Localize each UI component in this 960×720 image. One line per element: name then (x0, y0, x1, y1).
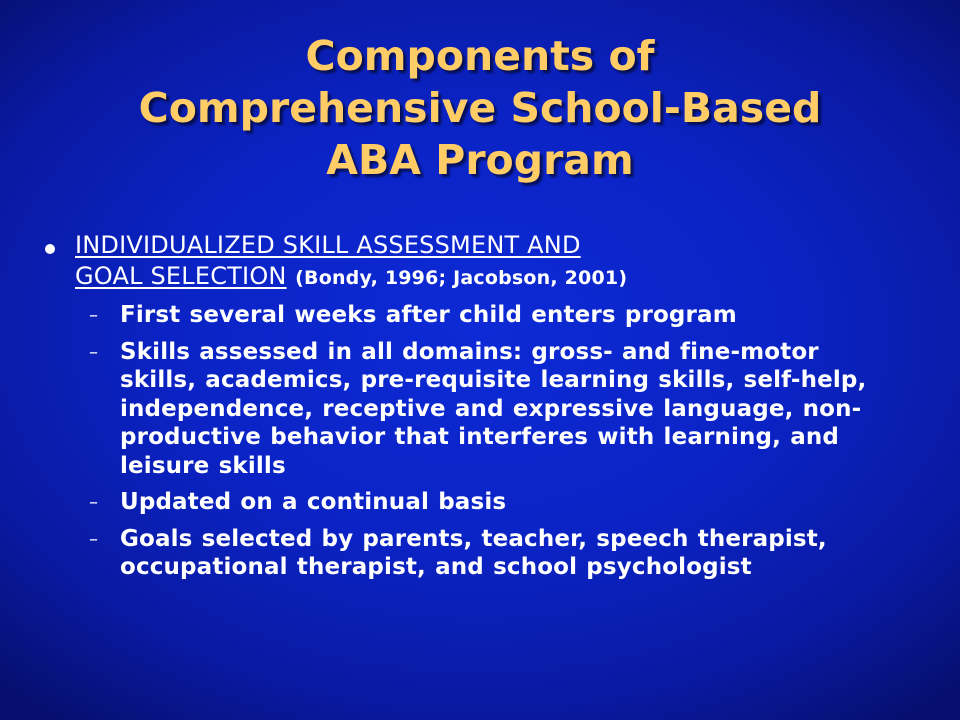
bullet-text (75, 230, 885, 294)
sub-item-text: First several weeks after child enters program (120, 302, 737, 328)
bullet-heading-line-1: INDIVIDUALIZED SKILL ASSESSMENT AND (75, 231, 581, 259)
bullet-heading-line-2: GOAL SELECTION (75, 262, 287, 290)
bullet-item-skill-assessment (0, 230, 885, 582)
bullet-list (0, 230, 960, 590)
sub-item (75, 525, 885, 582)
slide-title (0, 30, 960, 186)
slide-title-line-3: ABA Program (326, 136, 634, 184)
sub-item (75, 301, 885, 330)
sub-item-text: Updated on a continual basis (120, 489, 507, 515)
dash-icon: – (89, 341, 98, 363)
dash-icon: – (89, 305, 98, 326)
slide-title-line-1: Components of (305, 32, 655, 80)
dash-icon: – (89, 492, 98, 513)
bullet-dot-icon (45, 244, 55, 254)
sub-item-text: Skills assessed in all domains: gross- and fine-motor skills, academics, pre-requisite learning skills, self-help, independence, receptive and expressive language, non-productive behavior that interferes with learning, and leisure skills (120, 338, 867, 479)
bullet-citation: (Bondy, 1996; Jacobson, 2001) (295, 267, 628, 289)
dash-icon: – (89, 528, 98, 550)
sub-item (75, 338, 885, 481)
sub-item (75, 488, 885, 517)
sub-item-text: Goals selected by parents, teacher, speech therapist, occupational therapist, and school psychologist (120, 525, 827, 580)
sub-list (75, 301, 885, 582)
slide-title-line-2: Comprehensive School-Based (138, 84, 822, 132)
